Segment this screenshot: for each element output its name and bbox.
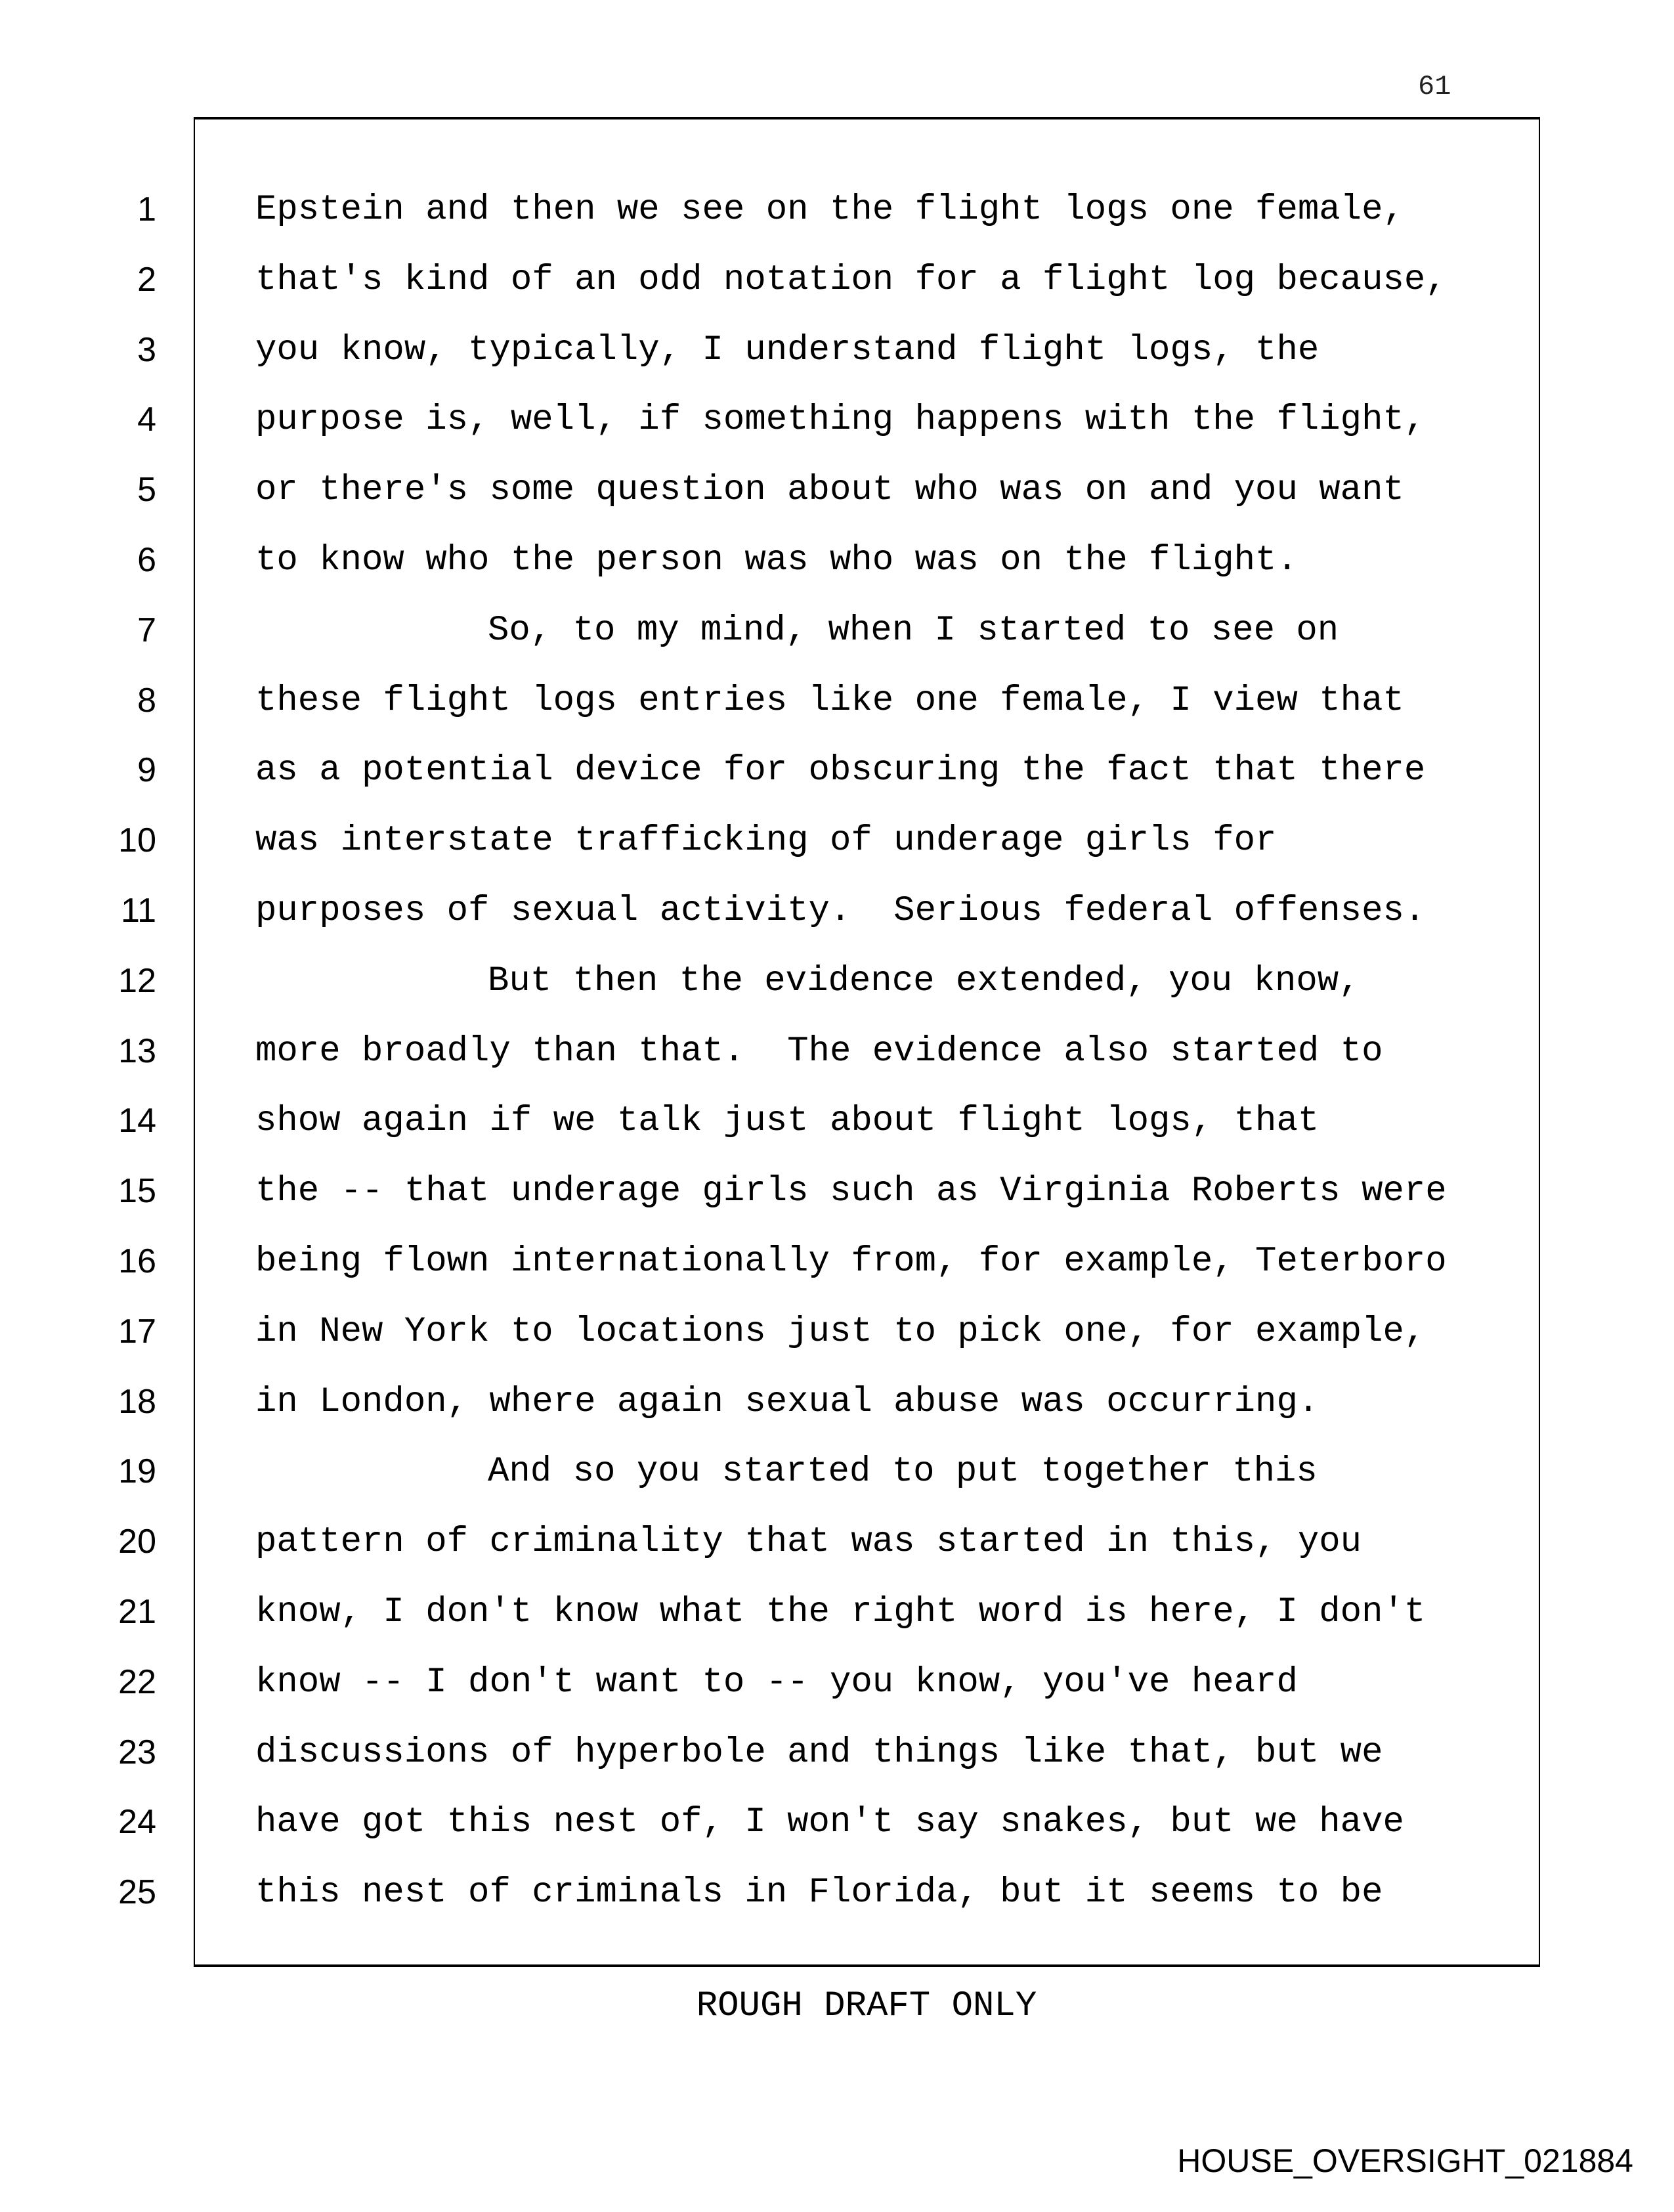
transcript-line <box>0 1577 1674 1647</box>
transcript-line <box>0 1857 1674 1928</box>
transcript-line <box>0 315 1674 385</box>
line-text: that's kind of an odd notation for a flight log because, <box>255 259 1447 300</box>
line-number: 22 <box>118 1662 156 1701</box>
line-number: 14 <box>118 1102 156 1140</box>
line-text: these flight logs entries like one female, I view that <box>255 680 1404 721</box>
transcript-line <box>0 1647 1674 1718</box>
line-number: 25 <box>118 1873 156 1912</box>
line-text: as a potential device for obscuring the fact that there <box>255 750 1426 791</box>
bates-number: HOUSE_OVERSIGHT_021884 <box>1177 2142 1633 2179</box>
transcript-line <box>0 735 1674 806</box>
line-number: 23 <box>118 1733 156 1771</box>
line-text: show again if we talk just about flight logs, that <box>255 1101 1320 1142</box>
rough-draft-footer: ROUGH DRAFT ONLY <box>696 1986 1037 2026</box>
line-text: was interstate trafficking of underage girls for <box>255 821 1277 861</box>
transcript-line <box>0 455 1674 525</box>
line-number: 24 <box>118 1803 156 1842</box>
transcript-line <box>0 1437 1674 1507</box>
line-text: you know, typically, I understand flight logs, the <box>255 330 1320 370</box>
line-text: this nest of criminals in Florida, but it seems to be <box>255 1873 1383 1913</box>
line-number: 17 <box>118 1312 156 1351</box>
transcript-line <box>0 806 1674 876</box>
line-number: 11 <box>121 892 156 930</box>
line-number: 18 <box>118 1382 156 1421</box>
line-text: being flown internationally from, for example, Teterboro <box>255 1242 1447 1282</box>
line-number: 5 <box>137 471 156 510</box>
line-number: 19 <box>118 1452 156 1491</box>
line-text: know, I don't know what the right word is here, I don't <box>255 1592 1426 1632</box>
line-number: 20 <box>118 1523 156 1561</box>
line-text: Epstein and then we see on the flight logs one female, <box>255 190 1404 230</box>
line-number: 9 <box>137 751 156 790</box>
transcript-line <box>0 1156 1674 1226</box>
line-number: 15 <box>118 1172 156 1211</box>
transcript-line <box>0 175 1674 245</box>
line-text: in New York to locations just to pick one, for example, <box>255 1311 1426 1352</box>
line-text: And so you started to put together this <box>488 1452 1318 1492</box>
line-number: 16 <box>118 1242 156 1280</box>
line-text: purpose is, well, if something happens with the flight, <box>255 400 1426 441</box>
line-text: pattern of criminality that was started in this, you <box>255 1522 1362 1563</box>
transcript-line <box>0 876 1674 946</box>
transcript-line <box>0 1718 1674 1788</box>
transcript-line <box>0 1016 1674 1087</box>
line-number: 2 <box>137 260 156 299</box>
transcript-line <box>0 245 1674 315</box>
transcript-line <box>0 1787 1674 1857</box>
line-number: 7 <box>137 611 156 649</box>
line-text: the -- that underage girls such as Virginia Roberts were <box>255 1171 1447 1212</box>
line-number: 6 <box>137 541 156 579</box>
transcript-line <box>0 385 1674 455</box>
transcript-line <box>0 525 1674 596</box>
line-text: to know who the person was who was on the flight. <box>255 540 1298 580</box>
transcript-line <box>0 1367 1674 1437</box>
transcript-line <box>0 1297 1674 1367</box>
line-text: have got this nest of, I won't say snakes, but we have <box>255 1802 1404 1843</box>
transcript-line <box>0 596 1674 666</box>
line-text: purposes of sexual activity. Serious federal offenses. <box>255 891 1426 931</box>
line-text: So, to my mind, when I started to see on <box>488 610 1339 651</box>
line-number: 8 <box>137 681 156 720</box>
line-number: 12 <box>118 961 156 1000</box>
line-text: discussions of hyperbole and things like that, but we <box>255 1732 1383 1773</box>
line-text: or there's some question about who was on and you want <box>255 470 1404 511</box>
transcript-line <box>0 1226 1674 1297</box>
line-text: know -- I don't want to -- you know, you've heard <box>255 1662 1298 1702</box>
transcript-line <box>0 1086 1674 1156</box>
line-text: more broadly than that. The evidence also started to <box>255 1031 1383 1072</box>
transcript-line <box>0 1507 1674 1577</box>
line-number: 21 <box>118 1593 156 1631</box>
line-number: 13 <box>118 1031 156 1070</box>
line-number: 10 <box>118 821 156 860</box>
transcript-line <box>0 946 1674 1016</box>
line-number: 3 <box>137 330 156 369</box>
line-text: in London, where again sexual abuse was occurring. <box>255 1381 1320 1422</box>
transcript-line <box>0 666 1674 736</box>
line-number: 4 <box>137 401 156 439</box>
line-number: 1 <box>137 190 156 228</box>
page-number: 61 <box>1418 71 1451 102</box>
line-text: But then the evidence extended, you know, <box>488 961 1360 1001</box>
